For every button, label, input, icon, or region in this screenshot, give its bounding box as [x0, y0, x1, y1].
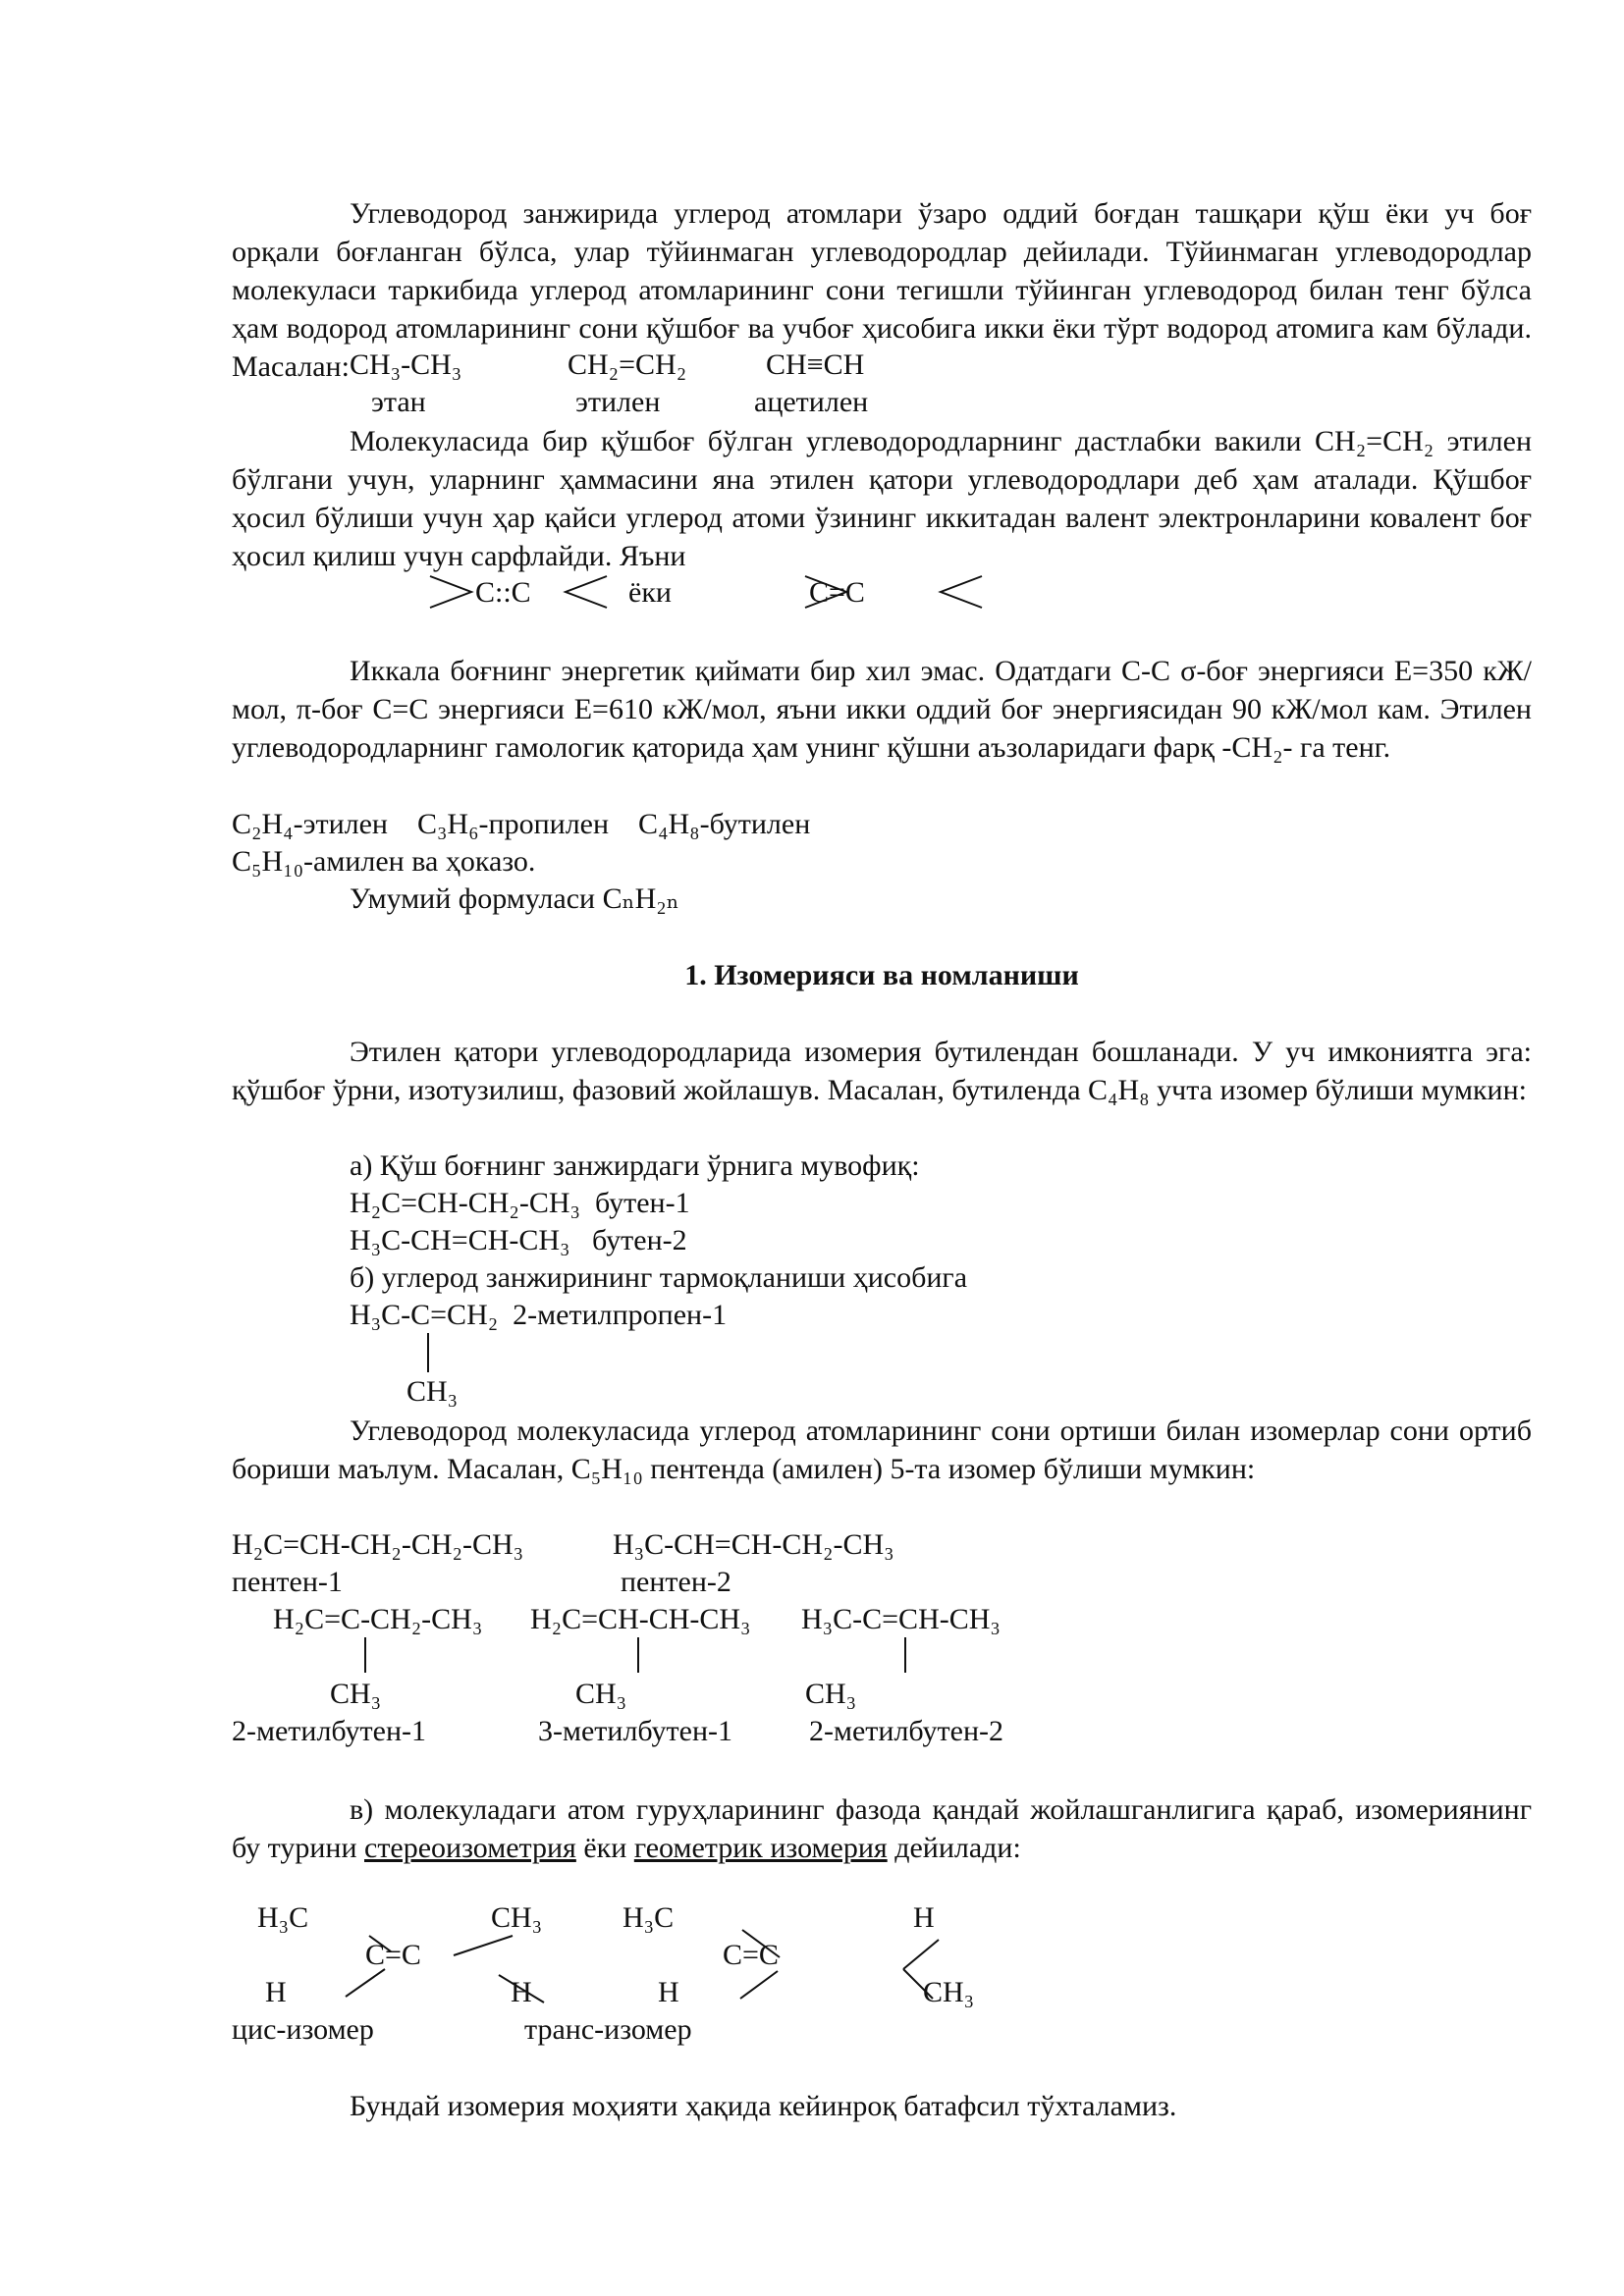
name-acetylene: ацетилен — [754, 386, 869, 418]
formula-methylpropene: H₃C-C=CH₂ 2-метилпропен-1 — [350, 1299, 728, 1331]
item-b: б) углерод занжирининг тармоқланиши ҳисобига — [350, 1261, 968, 1294]
methyl-branch: CH₃ — [406, 1375, 459, 1408]
formula-butene-1: H₂C=CH-CH₂-CH₃ бутен-1 — [350, 1187, 690, 1219]
name-ethylene: этилен — [575, 386, 661, 418]
cis-h-left: H — [265, 1976, 287, 2008]
cis-bond-tr — [454, 1936, 513, 1955]
formula-pentene-2: H₃C-CH=CH-CH₂-CH₃ — [613, 1528, 894, 1561]
bond-or-word: ёки — [628, 576, 672, 609]
cis-bond-bl — [346, 1969, 385, 1997]
trans-double-bond: C=C — [723, 1939, 779, 1971]
section-heading: 1. Изомерияси ва номланиши — [684, 959, 1079, 991]
branch-ch3-1: CH₃ — [330, 1678, 382, 1710]
paragraph-pentene: Углеводород молекуласида углерод атомларининг сони ортиши билан изомерлар сони ортиб бориши маълум. Масалан, C₅H₁₀ пентенда (амилен) 5-та изомер бўлиши мумкин: — [232, 1415, 1532, 1485]
bond-electron-formula: C::C — [475, 576, 531, 609]
paragraph-double-bond: Молекуласида бир қўшбоғ бўлган углеводородларнинг дастлабки вакили CH₂=CH₂ этилен бўлгани учун, уларнинг ҳаммасини яна этилен қатори углеводородлари деб ҳам аталади. Қўшбоғ ҳосил бўлиши учун ҳар қайси углерод атоми ўзининг иккитадан валент электронларини ковалент боғ ҳосил қилиш учун сарфлайди. Яъни — [232, 425, 1532, 572]
paragraph-closing: Бундай изомерия моҳияти ҳақида кейинроқ батафсил тўхталамиз. — [350, 2090, 1177, 2122]
name-ethane: этан — [371, 386, 426, 418]
name-3-methylbutene-1: 3-метилбутен-1 — [538, 1715, 733, 1747]
trans-bond-tr — [903, 1940, 939, 1969]
bracket-right-2 — [805, 576, 846, 608]
item-a: а) Қўш боғнинг занжирдаги ўрнига мувофиқ: — [350, 1149, 920, 1182]
trans-bond-tl — [742, 1930, 780, 1957]
term-stereoisomerism: стереоизометрия — [364, 1832, 576, 1864]
formula-acetylene: CH≡CH — [766, 348, 865, 381]
paragraph-stereo: в) молекуладаги атом гуруҳларининг фазода қандай жойлашганлигига қараб, изомериянинг бу турини стереоизометрия ёки геометрик изомерия дейилади: — [232, 1793, 1532, 1864]
cis-h3c: H₃C — [257, 1901, 309, 1934]
bracket-left-2 — [941, 576, 982, 608]
branch-ch3-3: CH₃ — [805, 1678, 857, 1710]
paragraph-energy: Иккала боғнинг энергетик қиймати бир хил эмас. Одатдаги C-C σ-боғ энергияси E=350 кЖ/мол, π-боғ C=C энергияси E=610 кЖ/мол, яъни икки оддий боғ энергиясидан 90 кЖ/мол кам. Этилен углеводородларнинг гамологик қаторида ҳам унинг қўшни аъзоларидаги фарқ -CH₂- га тенг. — [232, 655, 1532, 764]
name-pentene-2: пентен-2 — [621, 1566, 731, 1598]
bond-line-formula: C=C — [809, 576, 865, 609]
trans-ch3: CH₃ — [923, 1976, 975, 2008]
trans-label: транс-изомер — [524, 2013, 692, 2046]
trans-h-top: H — [913, 1901, 935, 1934]
cis-label: цис-изомер — [232, 2013, 374, 2046]
trans-bond-bl — [740, 1971, 778, 1999]
paragraph-intro: Углеводород занжирида углерод атомлари ўзаро оддий боғдан ташқари қўш ёки уч боғ орқали боғланган бўлса, улар тўйинмаган углеводородлар дейилади. Тўйинмаган углеводородлар молекуласи таркибида углерод атомларининг сони тегишли тўйинган углеводород билан тенг бўлса ҳам водород атомларининг сони қўшбоғ ва учбоғ ҳисобига икки ёки тўрт водород атомига кам бўлади. Масалан: — [232, 197, 1532, 383]
cis-bond-tl — [369, 1936, 391, 1951]
cis-double-bond: C=C — [365, 1939, 421, 1971]
homolog-line-2: C₅H₁₀-амилен ва ҳоказо. — [232, 845, 536, 878]
formula-pentene-1: H₂C=CH-CH₂-CH₂-CH₃ — [232, 1528, 524, 1561]
cis-bond-br — [499, 1975, 544, 2002]
formula-ethane: CH₃-CH₃ — [350, 348, 462, 381]
paragraph-isomerism: Этилен қатори углеводородларида изомерия бутилендан бошланади. У уч имкониятга эга: қўшбоғ ўрни, изотузилиш, фазовий жойлашув. Масалан, бутиленда C₄H₈ учта изомер бўлиши мумкин: — [232, 1036, 1532, 1106]
name-pentene-1: пентен-1 — [232, 1566, 343, 1598]
formula-2-methylbutene-2: H₃C-C=CH-CH₃ — [801, 1603, 1001, 1635]
general-formula: Умумий формуласи CₙH₂ₙ — [350, 882, 679, 915]
trans-h-bottom: H — [658, 1976, 679, 2008]
branch-ch3-2: CH₃ — [575, 1678, 627, 1710]
trans-bond-br — [903, 1969, 933, 1999]
cis-ch3: CH₃ — [491, 1901, 543, 1934]
term-geometric-isomerism: геометрик изомерия — [633, 1832, 888, 1864]
name-2-methylbutene-1: 2-метилбутен-1 — [232, 1715, 427, 1747]
bracket-right-1 — [430, 576, 471, 608]
bracket-left-1 — [566, 576, 607, 608]
formula-3-methylbutene-1: H₂C=CH-CH-CH₃ — [530, 1603, 751, 1635]
formula-ethylene: CH₂=CH₂ — [568, 348, 687, 381]
homolog-line-1: C₂H₄-этилен C₃H₆-пропилен C₄H₈-бутилен — [232, 808, 811, 840]
trans-h3c: H₃C — [623, 1901, 675, 1934]
formula-butene-2: H₃C-CH=CH-CH₃ бутен-2 — [350, 1224, 687, 1256]
cis-h-right: H — [511, 1976, 532, 2008]
name-2-methylbutene-2: 2-метилбутен-2 — [809, 1715, 1004, 1747]
formula-2-methylbutene-1: H₂C=C-CH₂-CH₃ — [273, 1603, 483, 1635]
